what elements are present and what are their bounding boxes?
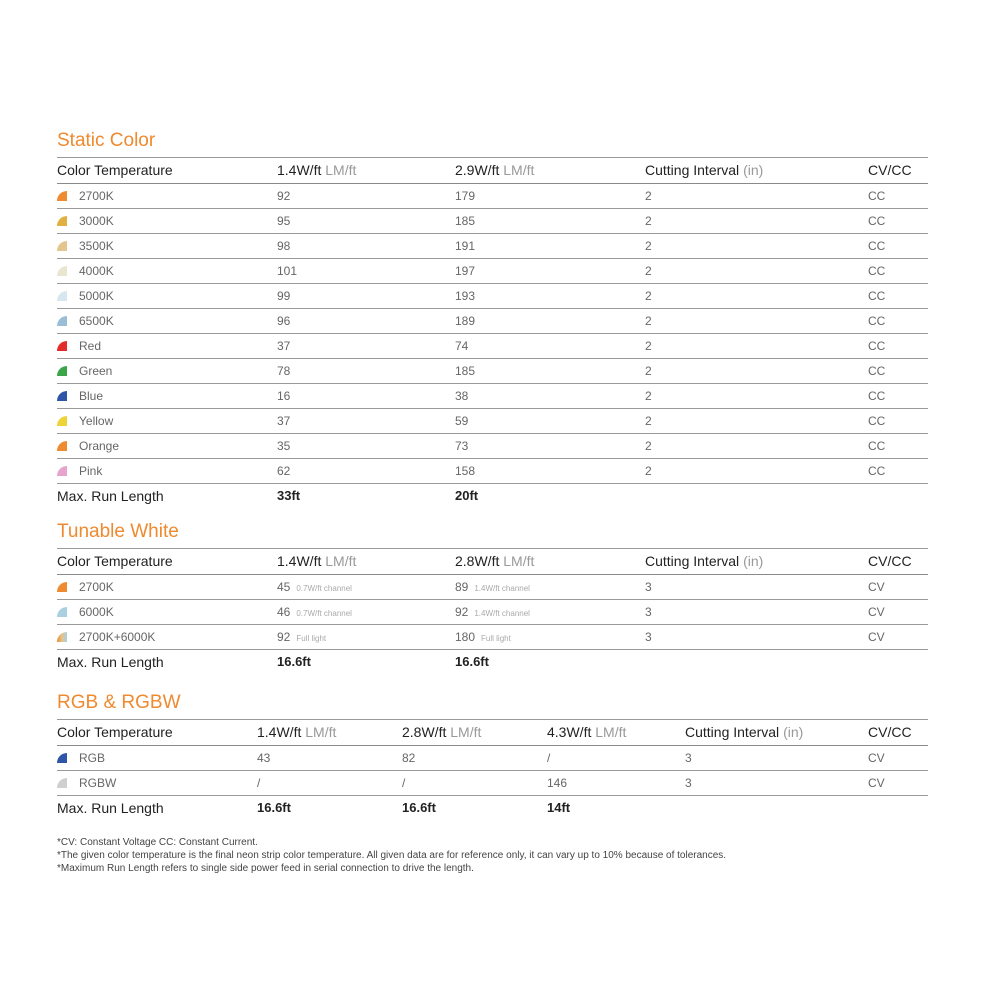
color-name: 2700K — [79, 580, 114, 594]
color-name: 6000K — [79, 605, 114, 619]
max-run-length-1-4w: 16.6ft — [277, 654, 311, 669]
color-swatch-icon — [57, 441, 67, 451]
color-swatch-icon — [57, 341, 67, 351]
max-run-length-2-8w: 16.6ft — [455, 654, 489, 669]
lm-value: 46 — [277, 605, 291, 619]
color-swatch-icon — [57, 366, 67, 376]
cv-cc: CC — [868, 264, 886, 278]
rgb-title: RGB & RGBW — [57, 692, 181, 713]
cv-cc: CV — [868, 751, 885, 765]
cv-cc: CC — [868, 339, 886, 353]
lm-2-9w: 197 — [455, 264, 476, 278]
table-row — [57, 434, 928, 459]
cutting-interval: 2 — [645, 239, 652, 253]
cv-cc: CV — [868, 580, 885, 594]
header-col-1-4w: 1.4W/ft LM/ft — [277, 162, 357, 178]
cutting-interval: 2 — [645, 314, 652, 328]
lm-1-4w: 99 — [277, 289, 291, 303]
table-row — [57, 234, 928, 259]
table-row — [57, 575, 928, 600]
cutting-interval: 2 — [645, 439, 652, 453]
table-row — [57, 625, 928, 650]
rgbw-swatch-icon — [57, 778, 67, 788]
lm-note: Full light — [481, 634, 511, 643]
cutting-interval: 3 — [645, 630, 652, 644]
static-color-table — [57, 157, 928, 508]
lm-1-4w: 62 — [277, 464, 291, 478]
cutting-interval: 2 — [645, 264, 652, 278]
color-swatch-icon — [57, 582, 67, 592]
lm-value: 92 — [455, 605, 469, 619]
table-header — [57, 719, 928, 746]
max-run-length-label: Max. Run Length — [57, 654, 164, 670]
cv-cc: CC — [868, 214, 886, 228]
lm-2-9w: 158 — [455, 464, 476, 478]
footnotes — [57, 836, 726, 875]
header-col-2-9w: 2.9W/ft LM/ft — [455, 162, 535, 178]
lm-1-4w: 92 — [277, 189, 291, 203]
lm-value: 180 — [455, 630, 476, 644]
lm-4-3w: 146 — [547, 776, 568, 790]
lm-2-8w — [455, 625, 511, 651]
cv-cc: CV — [868, 605, 885, 619]
cutting-interval: 2 — [645, 464, 652, 478]
lm-value: 92 — [277, 630, 291, 644]
footnote: *CV: Constant Voltage CC: Constant Current. — [57, 837, 258, 848]
max-run-length-row — [57, 484, 928, 508]
lm-value: 89 — [455, 580, 469, 594]
lm-1-4w: 95 — [277, 214, 291, 228]
color-name: Orange — [79, 439, 120, 453]
lm-note: 0.7W/ft channel — [296, 584, 352, 593]
color-name: 4000K — [79, 264, 114, 278]
lm-2-9w: 193 — [455, 289, 476, 303]
lm-1-4w: 96 — [277, 314, 291, 328]
lm-note: Full light — [296, 634, 327, 643]
cutting-interval: 3 — [645, 580, 652, 594]
cv-cc: CC — [868, 239, 886, 253]
lm-value: 45 — [277, 580, 291, 594]
cv-cc: CC — [868, 439, 886, 453]
header-col-4-3w: 4.3W/ft LM/ft — [547, 724, 627, 740]
cv-cc: CC — [868, 189, 886, 203]
table-header — [57, 157, 928, 184]
lm-2-9w: 185 — [455, 214, 476, 228]
static-color-title: Static Color — [57, 130, 156, 151]
lm-1-4w: 37 — [277, 414, 291, 428]
color-swatch-icon — [57, 266, 67, 276]
table-row — [57, 359, 928, 384]
color-swatch-icon — [57, 632, 67, 642]
header-cutting-interval: Cutting Interval (in) — [645, 162, 764, 178]
lm-2-9w: 189 — [455, 314, 476, 328]
lm-2-8w — [455, 600, 530, 626]
rgb-swatch-icon — [57, 753, 67, 763]
table-row — [57, 309, 928, 334]
lm-4-3w: / — [547, 751, 551, 765]
cutting-interval: 2 — [645, 289, 652, 303]
lm-1-4w: 43 — [257, 751, 271, 765]
lm-1-4w: / — [257, 776, 261, 790]
header-color-temperature: Color Temperature — [57, 553, 173, 569]
header-col-2-8w: 2.8W/ft LM/ft — [455, 553, 535, 569]
max-run-length-label: Max. Run Length — [57, 800, 164, 816]
cv-cc: CC — [868, 364, 886, 378]
cutting-interval: 2 — [645, 189, 652, 203]
table-row — [57, 409, 928, 434]
color-name: Green — [79, 364, 113, 378]
cutting-interval: 2 — [645, 364, 652, 378]
header-cv-cc: CV/CC — [868, 553, 912, 569]
table-row — [57, 600, 928, 625]
cutting-interval: 2 — [645, 339, 652, 353]
table-row — [57, 259, 928, 284]
cv-cc: CC — [868, 314, 886, 328]
lm-1-4w — [277, 625, 326, 651]
max-run-length-4-3w: 14ft — [547, 800, 571, 815]
color-swatch-icon — [57, 241, 67, 251]
lm-note: 0.7W/ft channel — [296, 609, 352, 618]
color-name: 2700K — [79, 189, 114, 203]
table-row — [57, 384, 928, 409]
lm-2-8w — [455, 575, 530, 601]
max-run-length-1-4w: 33ft — [277, 488, 301, 503]
color-swatch-icon — [57, 216, 67, 226]
lm-2-8w: / — [402, 776, 406, 790]
cv-cc: CV — [868, 630, 885, 644]
header-cutting-interval: Cutting Interval (in) — [685, 724, 804, 740]
cv-cc: CC — [868, 464, 886, 478]
color-name: 2700K+6000K — [79, 630, 156, 644]
color-swatch-icon — [57, 607, 67, 617]
cutting-interval: 2 — [645, 214, 652, 228]
table-header — [57, 548, 928, 575]
cutting-interval: 3 — [685, 751, 692, 765]
max-run-length-2-8w: 16.6ft — [402, 800, 436, 815]
cv-cc: CC — [868, 289, 886, 303]
color-swatch-icon — [57, 466, 67, 476]
table-row — [57, 184, 928, 209]
lm-1-4w: 101 — [277, 264, 298, 278]
cutting-interval: 2 — [645, 389, 652, 403]
color-name: Pink — [79, 464, 103, 478]
table-row — [57, 334, 928, 359]
header-color-temperature: Color Temperature — [57, 162, 173, 178]
header-cutting-interval: Cutting Interval (in) — [645, 553, 764, 569]
lm-1-4w: 16 — [277, 389, 291, 403]
lm-note: 1.4W/ft channel — [474, 584, 530, 593]
max-run-length-1-4w: 16.6ft — [257, 800, 291, 815]
table-row — [57, 209, 928, 234]
lm-1-4w: 98 — [277, 239, 291, 253]
cv-cc: CC — [868, 414, 886, 428]
color-swatch-icon — [57, 391, 67, 401]
tunable-white-title: Tunable White — [57, 521, 179, 542]
color-name: Yellow — [79, 414, 114, 428]
header-col-1-4w: 1.4W/ft LM/ft — [277, 553, 357, 569]
table-row — [57, 459, 928, 484]
color-swatch-icon — [57, 316, 67, 326]
color-name: Blue — [79, 389, 104, 403]
header-col-2-8w: 2.8W/ft LM/ft — [402, 724, 482, 740]
color-swatch-icon — [57, 191, 67, 201]
lm-1-4w — [277, 575, 352, 601]
lm-note: 1.4W/ft channel — [474, 609, 530, 618]
color-name: RGB — [79, 751, 106, 765]
lm-2-9w: 74 — [455, 339, 469, 353]
max-run-length-label: Max. Run Length — [57, 488, 164, 504]
cv-cc: CC — [868, 389, 886, 403]
table-row — [57, 771, 928, 796]
cv-cc: CV — [868, 776, 885, 790]
table-row — [57, 746, 928, 771]
header-col-1-4w: 1.4W/ft LM/ft — [257, 724, 337, 740]
lm-1-4w: 37 — [277, 339, 291, 353]
cutting-interval: 2 — [645, 414, 652, 428]
header-cv-cc: CV/CC — [868, 162, 912, 178]
max-run-length-row — [57, 796, 928, 820]
max-run-length-2-9w: 20ft — [455, 488, 479, 503]
lm-2-9w: 73 — [455, 439, 469, 453]
footnote: *The given color temperature is the final neon strip color temperature. All given data are for reference only, it can vary up to 10% because of tolerances. — [57, 850, 727, 861]
color-name: RGBW — [79, 776, 117, 790]
lm-2-9w: 185 — [455, 364, 476, 378]
lm-2-8w: 82 — [402, 751, 416, 765]
cutting-interval: 3 — [685, 776, 692, 790]
table-row — [57, 284, 928, 309]
lm-2-9w: 38 — [455, 389, 469, 403]
color-name: Red — [79, 339, 102, 353]
lm-2-9w: 191 — [455, 239, 476, 253]
rgb-table — [57, 719, 928, 820]
footnote: *Maximum Run Length refers to single side power feed in serial connection to drive the length. — [57, 863, 474, 874]
tunable-white-table — [57, 548, 928, 674]
lm-2-9w: 59 — [455, 414, 469, 428]
color-name: 5000K — [79, 289, 114, 303]
max-run-length-row — [57, 650, 928, 674]
color-name: 6500K — [79, 314, 114, 328]
color-swatch-icon — [57, 416, 67, 426]
color-name: 3500K — [79, 239, 114, 253]
cutting-interval: 3 — [645, 605, 652, 619]
lm-2-9w: 179 — [455, 189, 476, 203]
color-name: 3000K — [79, 214, 114, 228]
header-color-temperature: Color Temperature — [57, 724, 173, 740]
lm-1-4w — [277, 600, 352, 626]
color-swatch-icon — [57, 291, 67, 301]
lm-1-4w: 78 — [277, 364, 291, 378]
lm-1-4w: 35 — [277, 439, 291, 453]
header-cv-cc: CV/CC — [868, 724, 912, 740]
